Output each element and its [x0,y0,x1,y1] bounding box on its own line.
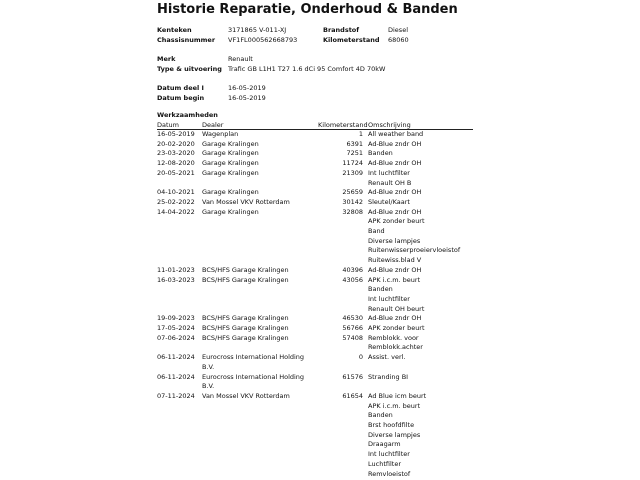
row-omschrijving: Luchtfilter [368,459,401,468]
row-dealer: Eurocross International Holding [202,353,305,362]
row-date: 12-08-2020 [157,159,195,168]
row-kilometerstand: 32808 [342,207,363,216]
row-dealer: Garage Kralingen [202,149,259,158]
row-dealer: Wagenplan [202,130,239,138]
chassis-value: VF1FL000562668793 [228,36,298,44]
type-label: Type & uitvoering [157,65,222,73]
row-kilometerstand: 1 [358,130,363,138]
row-omschrijving: Sleutel/Kaart [368,197,410,206]
row-omschrijving: Banden [368,149,393,158]
row-kilometerstand: 43056 [342,275,363,284]
row-date: 17-05-2024 [157,324,195,332]
row-dealer: Garage Kralingen [202,168,259,177]
row-kilometerstand: 0 [358,353,363,362]
row-omschrijving: Ad-Blue zndr OH [368,207,422,216]
row-dealer: BCS/HFS Garage Kralingen [202,275,289,284]
row-date: 04-10-2021 [157,188,195,197]
row-kilometerstand: 7251 [346,149,363,158]
kilometerstand-value: 68060 [388,36,409,44]
row-dealer: Van Mossel VKV Rotterdam [202,197,290,206]
row-omschrijving: Ruitenwisserproeiervloeistof [368,246,461,255]
merk-value: Renault [228,55,253,63]
row-dealer: BCS/HFS Garage Kralingen [202,265,289,274]
row-kilometerstand: 11724 [342,159,363,168]
row-kilometerstand: 46530 [342,314,363,323]
row-omschrijving: Ad-Blue zndr OH [368,265,422,274]
col-header-kilometerstand: Kilometerstand [318,121,368,129]
datum-deel-value: 16-05-2019 [228,84,266,92]
row-date: 06-11-2024 [157,353,195,362]
row-kilometerstand: 30142 [342,197,363,206]
row-omschrijving: Ad-Blue zndr OH [368,139,422,148]
kilometerstand-label: Kilometerstand [323,36,380,44]
row-dealer: BCS/HFS Garage Kralingen [202,333,289,342]
row-date: 16-05-2019 [157,130,195,138]
row-dealer: Van Mossel VKV Rotterdam [202,391,290,400]
row-omschrijving: Band [368,227,385,235]
row-dealer: Garage Kralingen [202,139,259,148]
row-omschrijving: Draagarm [368,440,401,449]
row-date: 19-09-2023 [157,314,195,323]
row-omschrijving: Ruitewiss.blad V [368,256,422,265]
row-omschrijving: All weather band [368,130,424,138]
brandstof-value: Diesel [388,26,409,34]
datum-begin-value: 16-05-2019 [228,94,266,102]
row-dealer: Garage Kralingen [202,207,259,216]
row-omschrijving: Banden [368,285,393,294]
merk-label: Merk [157,55,176,63]
row-omschrijving: APK i.c.m. beurt [368,401,421,410]
kenteken-label: Kenteken [157,26,192,34]
col-header-datum: Datum [157,121,179,129]
row-dealer: BCS/HFS Garage Kralingen [202,314,289,323]
kenteken-value: 3171865 V-011-XJ [228,26,287,34]
row-date: 25-02-2022 [157,197,195,206]
row-date: 16-03-2023 [157,275,195,284]
row-date: 20-02-2020 [157,139,195,148]
row-omschrijving: Diverse lampjes [368,430,421,439]
row-kilometerstand: 61576 [342,372,363,381]
row-omschrijving: Ad-Blue zndr OH [368,314,422,323]
type-value: Trafic GB L1H1 T27 1.6 dCi 95 Comfort 4D 70kW [228,65,386,73]
row-omschrijving: Remblokk.achter [368,343,423,352]
row-date: 20-05-2021 [157,168,195,177]
row-dealer: BCS/HFS Garage Kralingen [202,324,289,332]
row-date: 07-06-2024 [157,333,195,342]
row-omschrijving: Stranding BI [368,372,409,381]
row-date: 07-11-2024 [157,391,195,400]
col-header-omschrijving: Omschrijving [368,121,411,129]
row-omschrijving: Renault OH B [368,178,412,187]
row-omschrijving: Ad Blue icm beurt [368,391,427,400]
row-dealer: Garage Kralingen [202,188,259,197]
page-title: Historie Reparatie, Onderhoud & Banden [157,2,458,17]
row-omschrijving: Ad-Blue zndr OH [368,159,422,168]
row-omschrijving: Int luchtfilter [368,168,410,177]
row-omschrijving: Renault OH beurt [368,304,425,313]
row-omschrijving: Ad-Blue zndr OH [368,188,422,197]
chassis-label: Chassisnummer [157,36,216,44]
row-dealer: Eurocross International Holding [202,372,305,381]
row-omschrijving: Remvloeistof [368,469,411,478]
row-kilometerstand: 57408 [342,333,363,342]
datum-begin-label: Datum begin [157,94,205,102]
werkzaamheden-heading: Werkzaamheden [157,111,218,119]
row-omschrijving: APK zonder beurt [368,324,425,332]
row-date: 14-04-2022 [157,207,195,216]
row-omschrijving: Int luchtfilter [368,450,410,459]
row-omschrijving: APK zonder beurt [368,217,425,226]
row-kilometerstand: 6391 [346,139,363,148]
row-date: 06-11-2024 [157,372,195,381]
row-kilometerstand: 56766 [342,324,363,332]
row-kilometerstand: 25659 [342,188,363,197]
row-kilometerstand: 21309 [342,168,363,177]
row-date: 23-03-2020 [157,149,195,158]
datum-deel-label: Datum deel I [157,84,204,92]
row-kilometerstand: 40396 [342,265,363,274]
row-dealer: B.V. [202,362,215,371]
row-omschrijving: Brst hoofdfilte [368,421,415,429]
row-omschrijving: Diverse lampjes [368,236,421,245]
col-header-dealer: Dealer [202,121,224,129]
row-dealer: B.V. [202,382,215,391]
brandstof-label: Brandstof [323,26,360,34]
row-omschrijving: APK i.c.m. beurt [368,275,421,284]
row-omschrijving: Remblokk. voor [368,333,419,342]
row-dealer: Garage Kralingen [202,159,259,168]
row-omschrijving: Int luchtfilter [368,294,410,303]
row-omschrijving: Assist. verl. [368,353,406,362]
row-date: 11-01-2023 [157,265,195,274]
row-omschrijving: Banden [368,411,393,420]
row-kilometerstand: 61654 [342,391,363,400]
